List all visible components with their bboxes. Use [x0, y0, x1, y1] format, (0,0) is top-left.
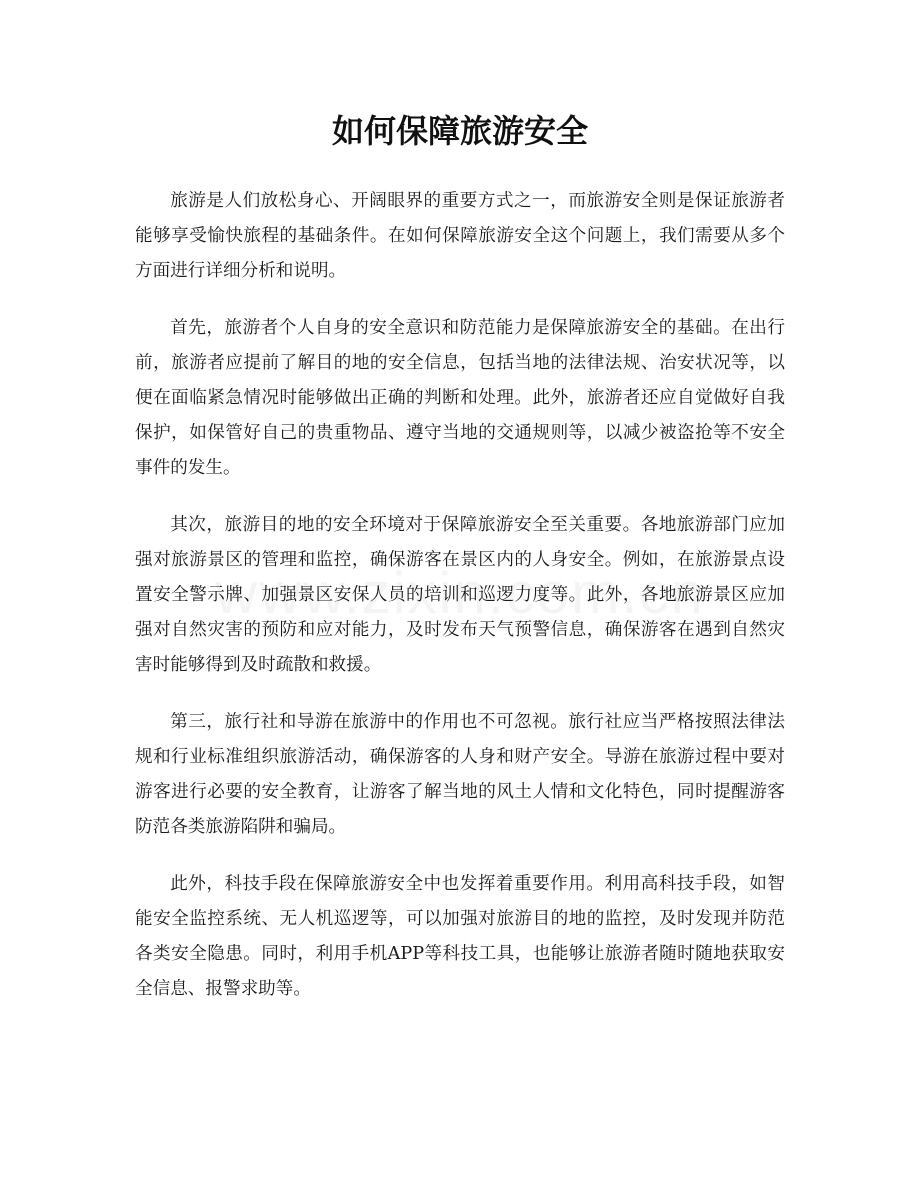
paragraph-technology: 此外，科技手段在保障旅游安全中也发挥着重要作用。利用高科技手段，如智能安全监控系统、无人机巡逻等，可以加强对旅游目的地的监控，及时发现并防范各类安全隐患。同时，利用手机APP等科技工具，也能够让旅游者随时随地获取安全信息、报警求助等。 [135, 874, 785, 999]
document-title: 如何保障旅游安全 [331, 112, 588, 150]
paragraph-personal-safety: 首先，旅游者个人自身的安全意识和防范能力是保障旅游安全的基础。在出行前，旅游者应提前了解目的地的安全信息，包括当地的法律法规、治安状况等，以便在面临紧急情况时能够做出正确的判断和处理。此外，旅游者还应自觉做好自我保护，如保管好自己的贵重物品、遵守当地的交通规则等，以减少被盗抢等不安全事件的发生。 [135, 318, 785, 478]
paragraph-intro: 旅游是人们放松身心、开阔眼界的重要方式之一，而旅游安全则是保证旅游者能够享受愉快旅程的基础条件。在如何保障旅游安全这个问题上，我们需要从多个方面进行详细分析和说明。 [135, 191, 785, 281]
paragraph-destination-safety: 其次，旅游目的地的安全环境对于保障旅游安全至关重要。各地旅游部门应加强对旅游景区的管理和监控，确保游客在景区内的人身安全。例如，在旅游景点设置安全警示牌、加强景区安保人员的培训和巡逻力度等。此外，各地旅游景区应加强对自然灾害的预防和应对能力，及时发布天气预警信息，确保游客在遇到自然灾害时能够得到及时疏散和救援。 [135, 515, 785, 675]
paragraph-travel-agency: 第三，旅行社和导游在旅游中的作用也不可忽视。旅行社应当严格按照法律法规和行业标准组织旅游活动，确保游客的人身和财产安全。导游在旅游过程中要对游客进行必要的安全教育，让游客了解当地的风土人情和文化特色，同时提醒游客防范各类旅游陷阱和骗局。 [135, 712, 785, 837]
document-body [135, 184, 785, 1029]
